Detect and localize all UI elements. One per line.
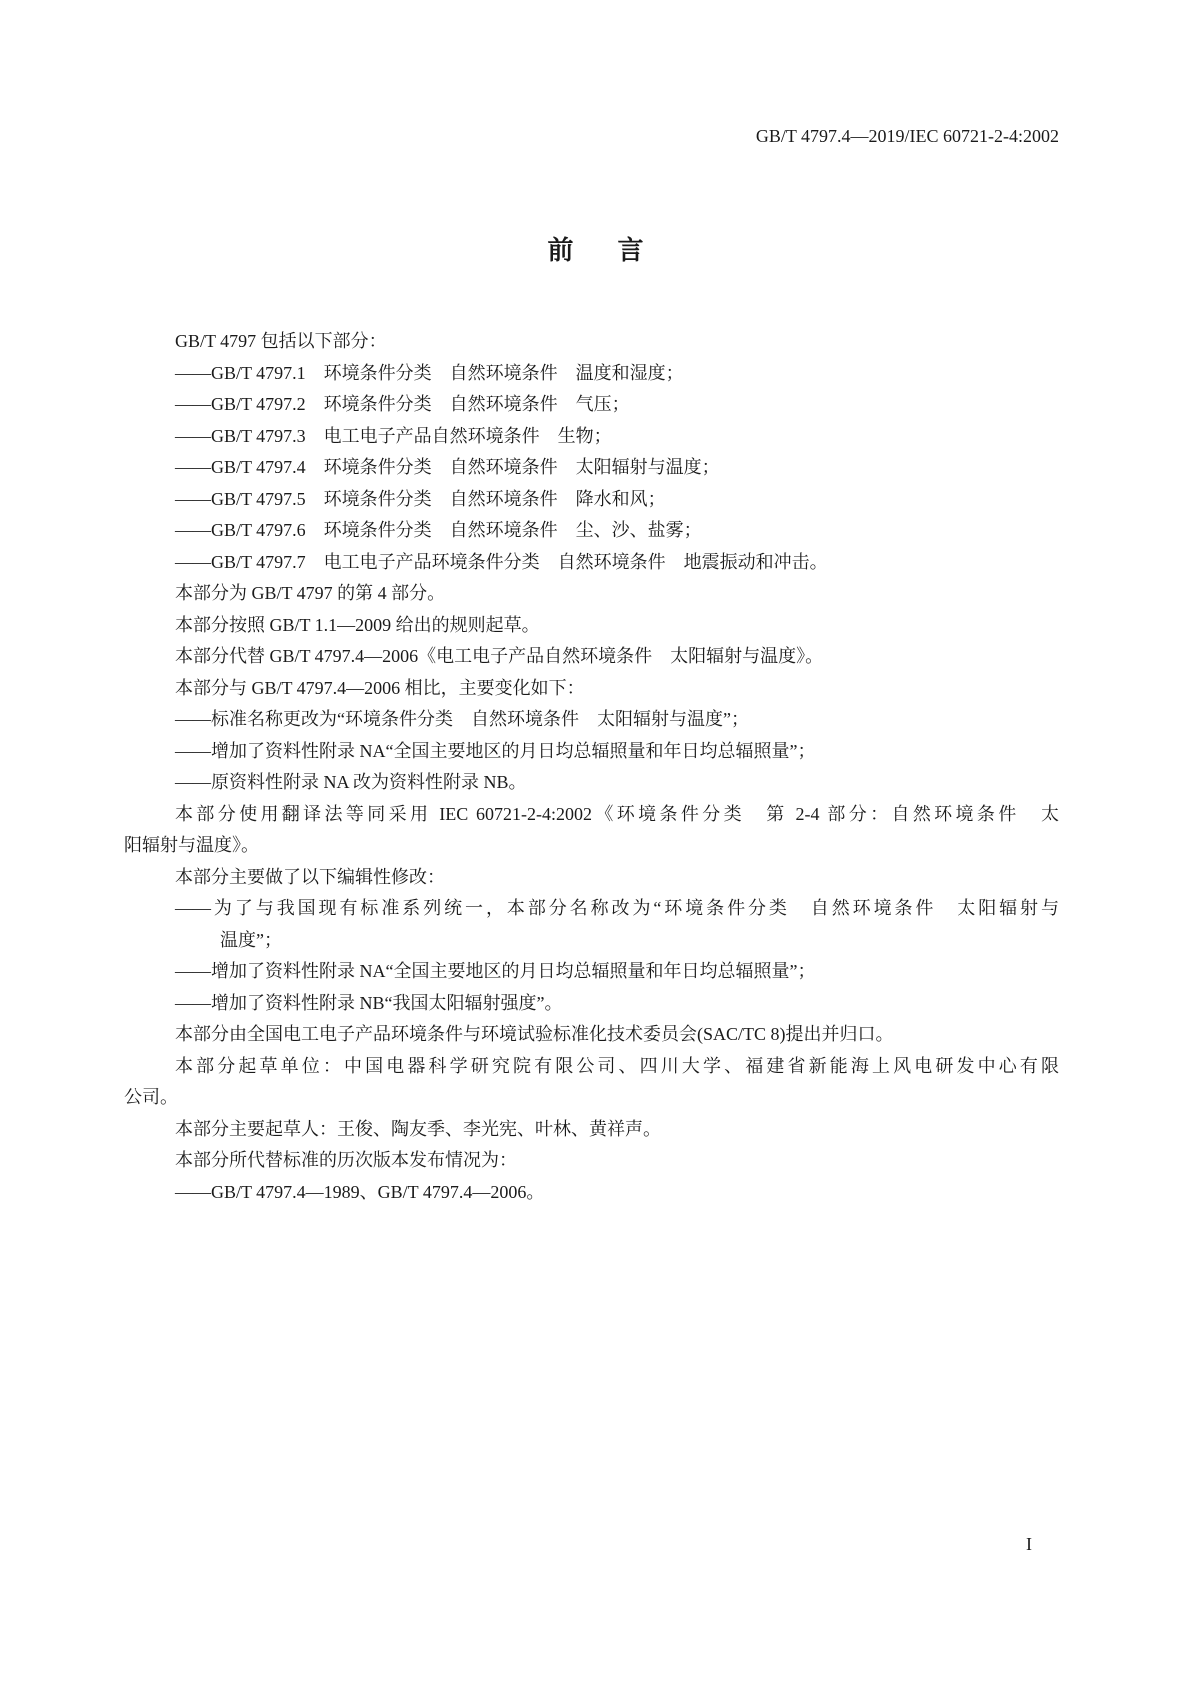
paragraph-line: 阳辐射与温度》。	[124, 835, 259, 855]
standard-number-header: GB/T 4797.4—2019/IEC 60721-2-4:2002	[755, 126, 1059, 146]
page-title: 前言	[547, 236, 688, 266]
list-item: ——GB/T 4797.1 环境条件分类 自然环境条件 温度和湿度；	[175, 362, 684, 383]
list-item: ——GB/T 4797.7 电工电子产品环境条件分类 自然环境条件 地震振动和冲击。	[175, 551, 828, 572]
list-item: ——为了与我国现有标准系列统一，本部分名称改为“环境条件分类 自然环境条件 太阳辐射与	[175, 898, 1059, 918]
paragraph-line: 公司。	[124, 1087, 178, 1107]
list-item: ——增加了资料性附录 NA“全国主要地区的月日均总辐照量和年日均总辐照量”；	[175, 961, 816, 981]
paragraph-line: GB/T 4797 包括以下部分：	[175, 331, 387, 351]
list-item: ——标准名称更改为“环境条件分类 自然环境条件 太阳辐射与温度”；	[175, 709, 749, 729]
paragraph-line: 本部分使用翻译法等同采用 IEC 60721-2-4:2002《环境条件分类 第 2-4 部分：自然环境条件 太	[175, 803, 1059, 824]
list-item: ——GB/T 4797.4 环境条件分类 自然环境条件 太阳辐射与温度；	[175, 457, 720, 477]
list-item: ——增加了资料性附录 NA“全国主要地区的月日均总辐照量和年日均总辐照量”；	[175, 740, 816, 761]
list-item: ——GB/T 4797.6 环境条件分类 自然环境条件 尘、沙、盐雾；	[175, 520, 702, 540]
paragraph-line: 本部分起草单位：中国电器科学研究院有限公司、四川大学、福建省新能海上风电研发中心有限	[175, 1055, 1059, 1076]
paragraph-line: 本部分代替 GB/T 4797.4—2006《电工电子产品自然环境条件 太阳辐射与温度》。	[175, 646, 824, 666]
list-item: ——GB/T 4797.5 环境条件分类 自然环境条件 降水和风；	[175, 488, 666, 509]
list-item: ——原资料性附录 NA 改为资料性附录 NB。	[175, 772, 527, 792]
paragraph-line: 本部分由全国电工电子产品环境条件与环境试验标准化技术委员会(SAC/TC 8)提出并归口。	[175, 1024, 894, 1044]
list-item: ——增加了资料性附录 NB“我国太阳辐射强度”。	[175, 992, 563, 1013]
paragraph-line: 本部分为 GB/T 4797 的第 4 部分。	[175, 583, 446, 603]
paragraph-line: 本部分按照 GB/T 1.1—2009 给出的规则起草。	[175, 614, 540, 635]
list-item: ——GB/T 4797.3 电工电子产品自然环境条件 生物；	[175, 425, 612, 446]
paragraph-line: 本部分主要做了以下编辑性修改：	[175, 866, 445, 887]
list-item: ——GB/T 4797.2 环境条件分类 自然环境条件 气压；	[175, 394, 630, 414]
page-number: I	[1026, 1534, 1032, 1554]
foreword-body	[124, 326, 1059, 1208]
list-item: ——GB/T 4797.4—1989、GB/T 4797.4—2006。	[175, 1181, 545, 1202]
paragraph-line: 本部分主要起草人：王俊、陶友季、李光宪、叶林、黄祥声。	[175, 1118, 661, 1139]
paragraph-line: 本部分与 GB/T 4797.4—2006 相比，主要变化如下：	[175, 677, 585, 698]
list-item-continuation: 温度”；	[220, 929, 282, 950]
paragraph-line: 本部分所代替标准的历次版本发布情况为：	[175, 1150, 517, 1170]
